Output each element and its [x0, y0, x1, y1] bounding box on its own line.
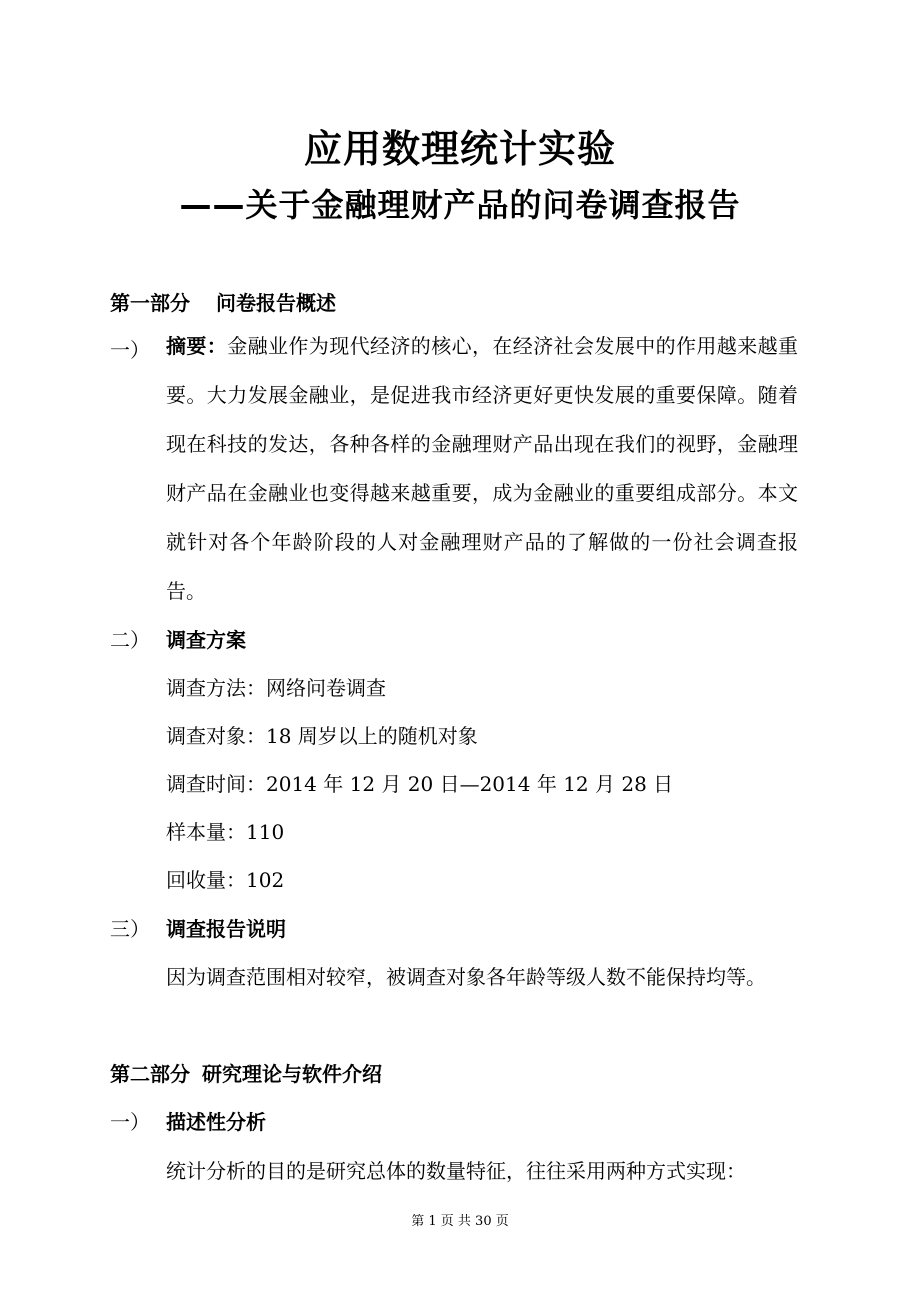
part2-heading [110, 1058, 382, 1087]
recovered-count-line: 回收量：102 [166, 868, 285, 892]
document-title: 应用数理统计实验 [303, 127, 616, 171]
part2-label: 第二部分 [110, 1062, 190, 1086]
part1-section1-number: 一） [110, 338, 150, 362]
survey-subject-line: 调查对象：18 周岁以上的随机对象 [166, 724, 478, 748]
part1-label: 第一部分 [110, 291, 190, 315]
part2-section1-number: 一） [110, 1110, 150, 1134]
descriptive-analysis-text: 统计分析的目的是研究总体的数量特征，往往采用两种方式实现： [166, 1159, 746, 1183]
report-note-text: 因为调查范围相对较窄，被调查对象各年龄等级人数不能保持均等。 [166, 965, 766, 989]
part2-title: 研究理论与软件介绍 [202, 1062, 382, 1086]
descriptive-analysis-heading: 描述性分析 [166, 1110, 266, 1134]
survey-time-line: 调查时间：2014 年 12 月 20 日—2014 年 12 月 28 日 [166, 772, 674, 796]
part1-heading [110, 287, 336, 316]
document-subtitle: ——关于金融理财产品的问卷调查报告 [179, 186, 741, 224]
survey-plan-heading: 调查方案 [166, 628, 246, 652]
sample-size-line: 样本量：110 [166, 820, 285, 844]
page-footer: 第 1 页 共 30 页 [411, 1214, 509, 1229]
abstract-label: 摘要： [166, 334, 228, 358]
report-note-heading: 调查报告说明 [166, 917, 286, 941]
abstract-text: 金融业作为现代经济的核心，在经济社会发展中的作用越来越重要。大力发展金融业，是促进我市经济更好更快发展的重要保障。随着现在科技的发达，各种各样的金融理财产品出现在我们的视野，金融理财产品在金融业也变得越来越重要，成为金融业的重要组成部分。本文就针对各个年龄阶段的人对金融理财产品的了解做的一份社会调查报告。 [166, 334, 799, 603]
part1-section2-number: 二） [110, 628, 150, 652]
part1-section3-number: 三） [110, 917, 150, 941]
abstract-paragraph [166, 322, 798, 616]
part1-title: 问卷报告概述 [216, 291, 336, 315]
survey-method-line: 调查方法：网络问卷调查 [166, 676, 386, 700]
